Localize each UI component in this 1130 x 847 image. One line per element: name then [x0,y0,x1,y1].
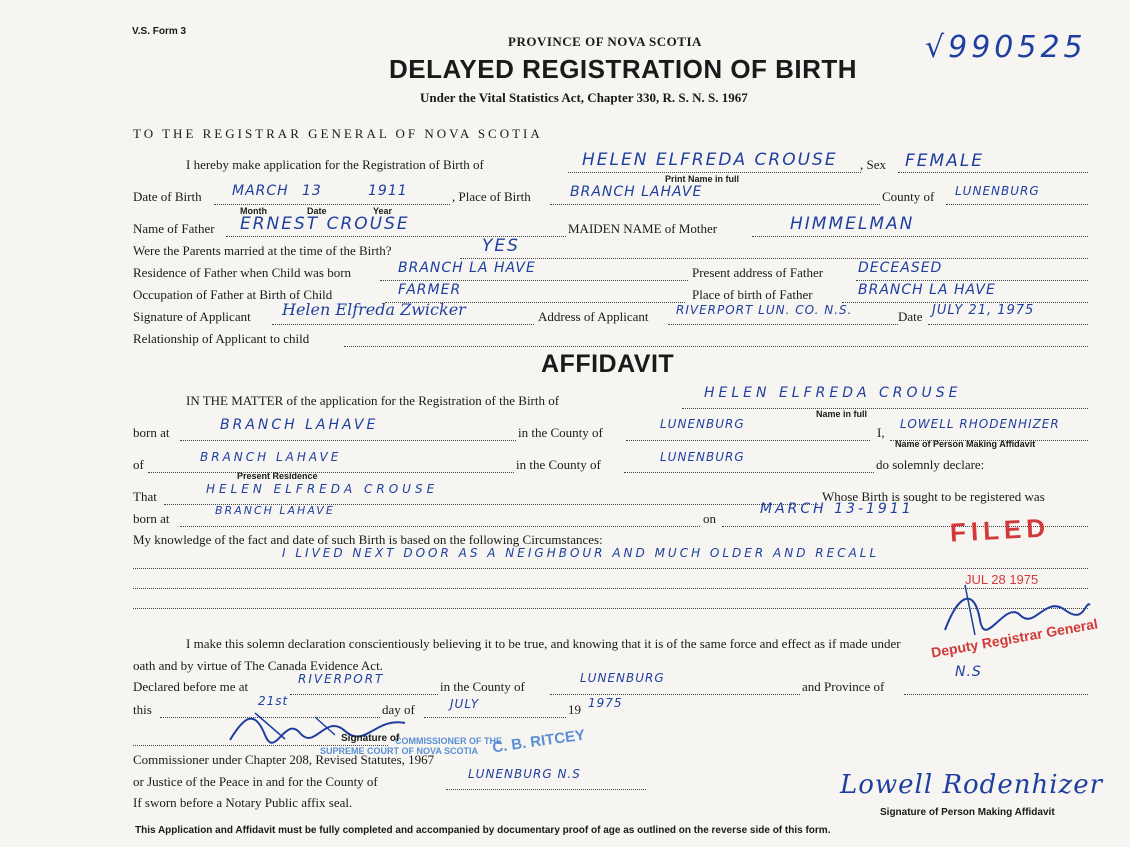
applicant-address-value: RIVERPORT LUN. CO. N.S. [676,303,853,317]
applicant-address-label: Address of Applicant [538,309,649,324]
dob-label: Date of Birth [133,189,202,204]
circumstances-value: I LIVED NEXT DOOR AS A NEIGHBOUR AND MUCH OLDER AND RECALL [282,546,880,560]
footer-notice: This Application and Affidavit must be fully completed and accompanied by documentary proof of age as outlined on the reverse side of this form. [135,825,831,836]
deponent-note: Name of Person Making Affidavit [895,439,1036,449]
commissioner-stamp-line2: SUPREME COURT OF NOVA SCOTIA [320,746,479,756]
commissioner-stamp-line1: COMMISSIONER OF THE [395,736,503,746]
matter-label: IN THE MATTER of the application for the Registration of the Birth of [186,393,560,408]
county-value-2: LUNENBURG [660,417,745,431]
declared-label: Declared before me at [133,679,249,694]
notary-label: If sworn before a Notary Public affix seal. [133,795,353,810]
declare-label: do solemnly declare: [876,457,985,472]
year-prefix: 19 [568,702,581,717]
residence-value-2: BRANCH LAHAVE [200,450,342,464]
pob-value: BRANCH LAHAVE [570,184,703,200]
this-label: this [133,702,152,717]
father-birthplace-label: Place of birth of Father [692,287,813,302]
relationship-label: Relationship of Applicant to child [133,331,310,346]
justice-label: or Justice of the Peace in and for the County of [133,774,378,789]
present-address-label: Present address of Father [692,265,824,280]
province-value: N.S [955,664,982,680]
sex-value: FEMALE [905,151,985,171]
form-id: V.S. Form 3 [132,26,187,37]
filed-date-stamp: JUL 28 1975 [965,572,1039,587]
of-label: of [133,457,144,472]
affidavit-title: AFFIDAVIT [541,350,675,378]
registrar-signature [935,580,1095,640]
year-note: Year [373,206,393,216]
father-label: Name of Father [133,221,215,236]
residence-note: Present Residence [237,471,318,481]
commissioner-stamp-name: C. B. RITCEY [491,726,587,757]
filed-stamp: FILED [949,512,1051,548]
justice-county-value: LUNENBURG N.S [468,767,581,781]
dob-year-value: 1911 [368,183,408,199]
print-name-note: Print Name in full [665,174,740,184]
date-label: Date [898,309,923,324]
dob-month-value: MARCH [232,183,289,199]
present-address-value: DECEASED [858,260,943,276]
dob-day-value: 13 [302,183,322,199]
solemn-line-1: I make this solemn declaration conscientiously believing it to be true, and knowing that it is of the same force and effect as if made under [186,636,901,651]
county-value-4: LUNENBURG [580,671,665,685]
whose-label: Whose Birth is sought to be registered was [822,489,1045,504]
sex-label: , Sex [860,157,886,172]
month-value: JULY [450,697,480,711]
mother-value: HIMMELMAN [790,214,915,234]
county-value: LUNENBURG [955,184,1040,198]
county-value-3: LUNENBURG [660,450,745,464]
signature-of-label: Signature of [341,733,400,744]
deponent-sig-note: Signature of Person Making Affidavit [880,807,1055,818]
that-label: That [133,489,157,504]
day-value: 21st [258,694,289,708]
registration-number: √990525 [925,30,1087,65]
intro-label: I hereby make application for the Registration of Birth of [186,157,484,172]
residence-value: BRANCH LA HAVE [398,260,536,276]
county-label-2: in the County of [518,425,603,440]
deponent-signature: Lowell Rodenhizer [840,770,1104,800]
born-at-value: BRANCH LAHAVE [220,417,379,433]
date-note: Date [307,206,327,216]
occupation-value: FARMER [398,282,462,298]
county-label: County of [882,189,935,204]
province-label: and Province of [802,679,885,694]
knowledge-label: My knowledge of the fact and date of such Birth is based on the following Circumstances: [133,532,603,547]
date-value: JULY 21, 1975 [932,303,1035,318]
year-value: 1975 [588,696,623,710]
name-note: Name in full [816,409,868,419]
declared-place-value: RIVERPORT [298,672,385,686]
matter-name-value: HELEN ELFREDA CROUSE [704,385,962,401]
deputy-registrar-stamp: Deputy Registrar General [929,615,1099,661]
page-title: DELAYED REGISTRATION OF BIRTH [389,54,858,84]
on-label: on [703,511,716,526]
county-label-3: in the County of [516,457,601,472]
i-label: I, [877,425,885,440]
pob-label: , Place of Birth [452,189,531,204]
born-at-value-2: BRANCH LAHAVE [215,504,335,517]
county-label-4: in the County of [440,679,525,694]
born-on-value: MARCH 13-1911 [760,501,914,517]
born-at-label: born at [133,425,170,440]
deponent-value: LOWELL RHODENHIZER [900,417,1060,431]
occupation-label: Occupation of Father at Birth of Child [133,287,333,302]
father-birthplace-value: BRANCH LA HAVE [858,282,996,298]
day-of-label: day of [382,702,415,717]
month-note: Month [240,206,267,216]
applicant-signature: Helen Elfreda Zwicker [282,300,466,319]
commissioner-label: Commissioner under Chapter 208, Revised Statutes, 1967 [133,752,435,767]
child-name-value: HELEN ELFREDA CROUSE [582,150,838,170]
residence-label: Residence of Father when Child was born [133,265,352,280]
mother-label: MAIDEN NAME of Mother [568,221,718,236]
father-value: ERNEST CROUSE [240,214,410,234]
solemn-line-2: oath and by virtue of The Canada Evidence Act. [133,658,383,673]
married-value: YES [482,236,520,256]
to-line: TO THE REGISTRAR GENERAL OF NOVA SCOTIA [133,126,543,141]
province-heading: PROVINCE OF NOVA SCOTIA [508,34,702,49]
born-at-label-2: born at [133,511,170,526]
that-name-value: HELEN ELFREDA CROUSE [206,482,439,496]
subtitle: Under the Vital Statistics Act, Chapter 330, R. S. N. S. 1967 [420,90,748,105]
signature-label: Signature of Applicant [133,309,251,324]
married-label: Were the Parents married at the time of the Birth? [133,243,392,258]
